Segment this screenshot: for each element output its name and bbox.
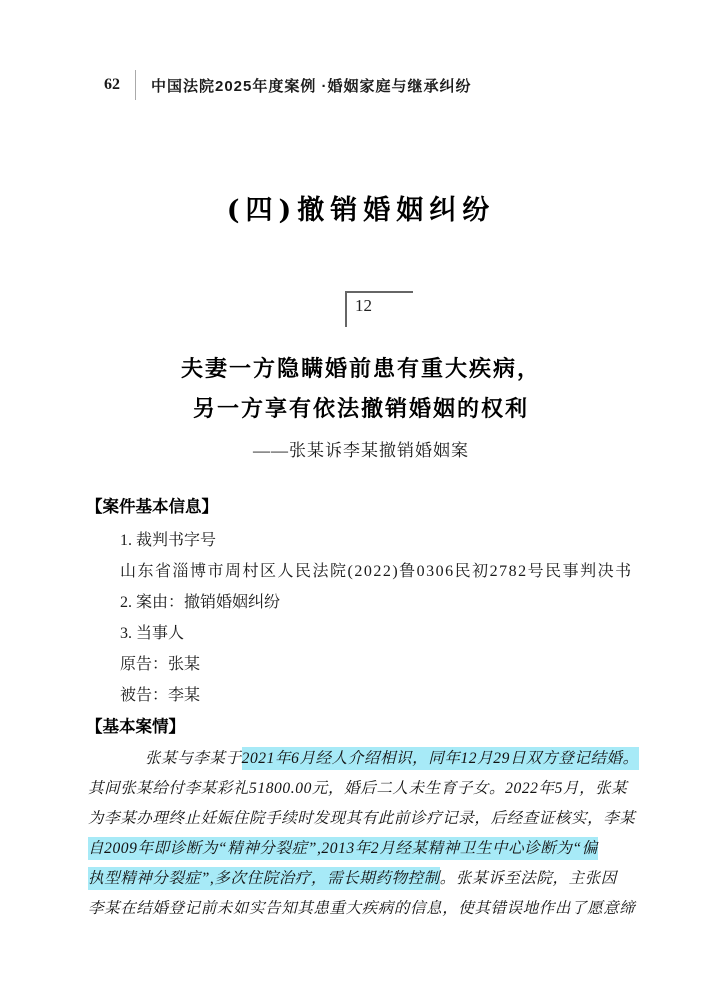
case-title bbox=[0, 349, 722, 429]
highlighted-text: 执型精神分裂症”,多次住院治疗，需长期药物控制 bbox=[88, 867, 440, 890]
section-heading-facts: 【基本案情】 bbox=[86, 718, 185, 736]
paragraph-line bbox=[88, 894, 648, 924]
info-item: 被告：李某 bbox=[120, 687, 201, 704]
case-number-marker bbox=[345, 291, 413, 327]
page-header bbox=[104, 70, 722, 100]
paragraph-text: 其间张某给付李某彩礼51800.00元，婚后二人未生育子女。2022年5月，张某 bbox=[88, 780, 628, 797]
highlighted-text: 自2009年即诊断为“精神分裂症”,2013年2月经某精神卫生中心诊断为“偏 bbox=[88, 837, 598, 860]
highlighted-text: 2021年6月经人介绍相识，同年12月29日双方登记结婚。 bbox=[242, 747, 639, 770]
paragraph-text: 为李某办理终止妊娠住院手续时发现其有此前诊疗记录，后经查证核实，李某 bbox=[88, 810, 636, 827]
facts-paragraph bbox=[88, 744, 648, 924]
paragraph-text: 。张某诉至法院，主张因 bbox=[439, 870, 617, 887]
info-item: 山东省淄博市周村区人民法院(2022)鲁0306民初2782号民事判决书 bbox=[120, 563, 633, 580]
case-subtitle: ——张某诉李某撤销婚姻案 bbox=[253, 441, 469, 460]
book-title: 中国法院2025年度案例 ·婚姻家庭与继承纠纷 bbox=[151, 77, 472, 95]
info-item: 3. 当事人 bbox=[120, 625, 185, 642]
paragraph-line bbox=[88, 744, 648, 774]
info-item: 原告：张某 bbox=[120, 656, 201, 673]
basic-info-list bbox=[120, 525, 722, 711]
paragraph-line bbox=[88, 834, 648, 864]
section-heading-basic-info: 【案件基本信息】 bbox=[86, 498, 218, 516]
info-item: 2. 案由：撤销婚姻纠纷 bbox=[120, 594, 281, 611]
page-number: 62 bbox=[104, 76, 120, 93]
paragraph-text: 李某在结婚登记前未如实告知其患重大疾病的信息，使其错误地作出了愿意缔 bbox=[88, 900, 636, 917]
info-item: 1. 裁判书字号 bbox=[120, 532, 217, 549]
paragraph-line bbox=[88, 774, 648, 804]
case-title-line-1: 夫妻一方隐瞒婚前患有重大疾病， bbox=[180, 356, 541, 381]
header-divider bbox=[135, 70, 136, 100]
chapter-title: (四)撤销婚姻纠纷 bbox=[226, 195, 496, 226]
case-title-line-2: 另一方享有依法撤销婚姻的权利 bbox=[192, 396, 529, 421]
paragraph-line bbox=[88, 864, 648, 894]
paragraph-text: 张某与李某于 bbox=[145, 750, 242, 767]
case-number: 12 bbox=[355, 296, 372, 315]
paragraph-line bbox=[88, 804, 648, 834]
